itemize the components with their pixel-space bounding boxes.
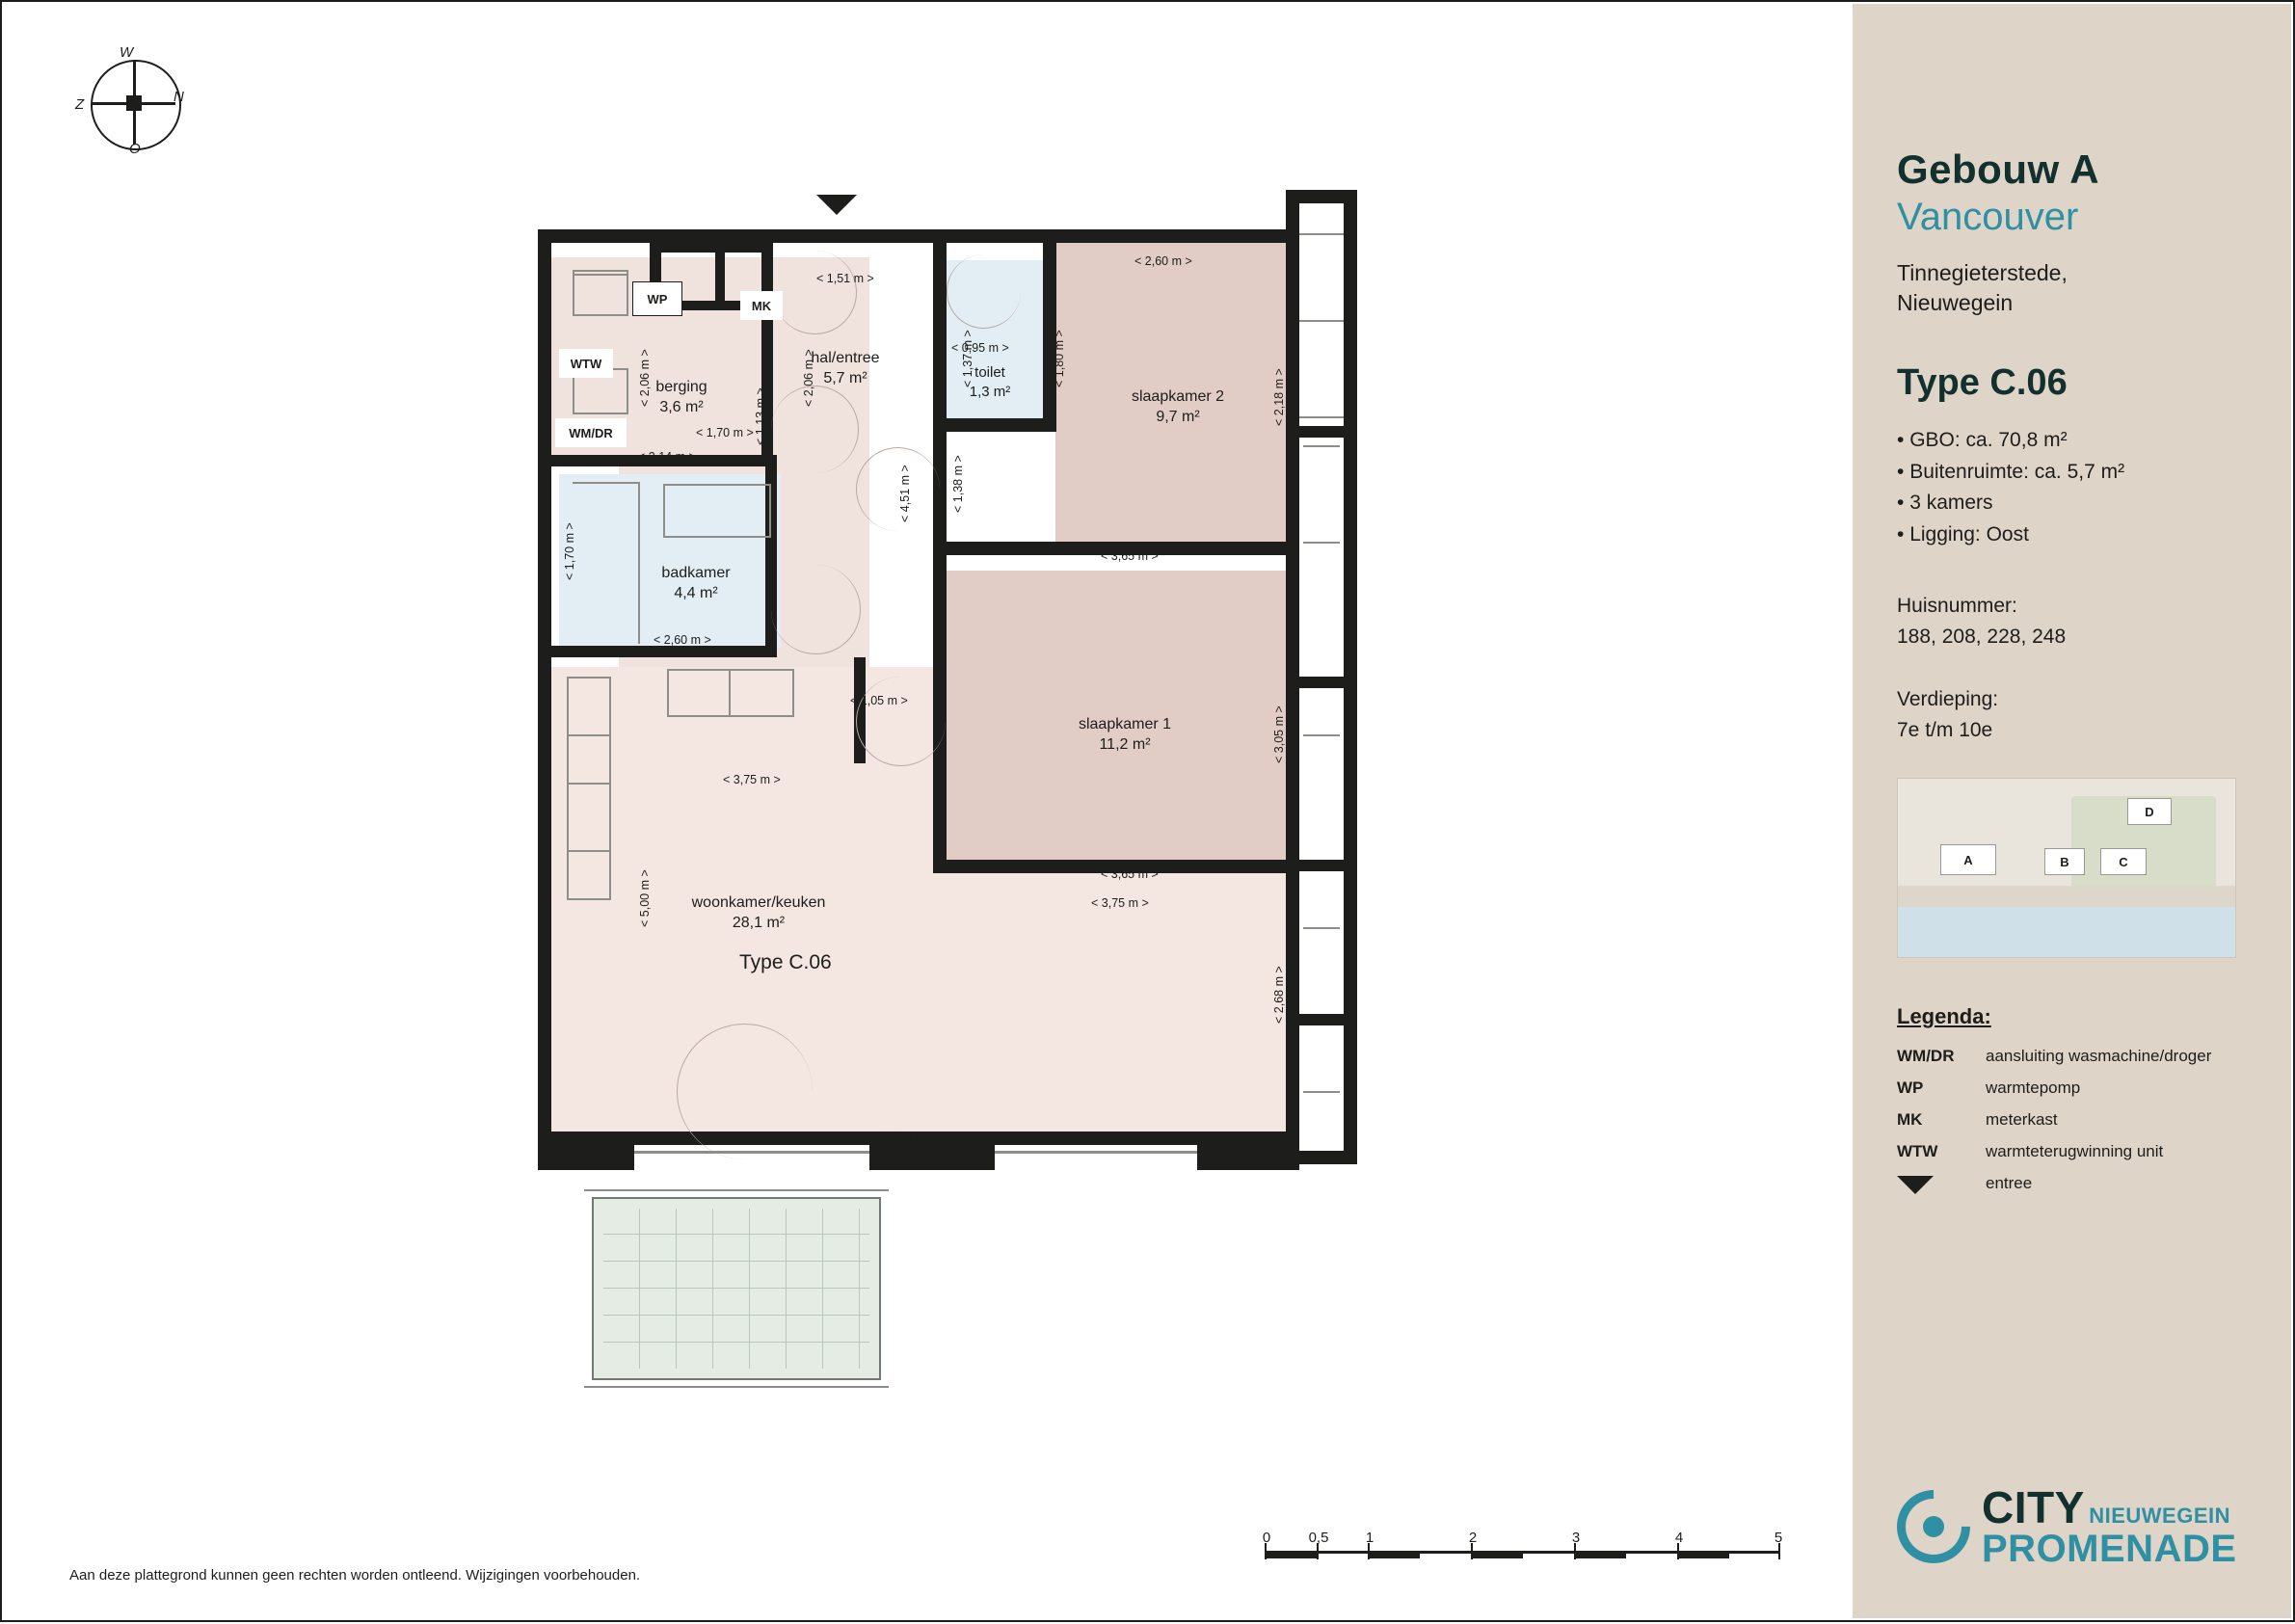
kitchen-line-5 [567,734,611,736]
address-line-1: Tinnegieterstede, [1897,260,2068,286]
facade-line-1 [1299,233,1344,235]
balcony-edge-top [584,1189,889,1191]
kitchen-line-4 [567,898,611,900]
door-arc-entree [773,251,857,334]
fact-buitenruimte: • Buitenruimte: ca. 5,7 m² [1897,457,2247,489]
scale-fill-4 [1574,1551,1626,1558]
legend-key-mk: MK [1897,1110,1923,1130]
logo-nieuwegein-text: NIEUWEGEIN [2089,1504,2231,1528]
legend-row-wp [1897,1078,2247,1098]
label-woonkamer-keuken-area: 28,1 m² [732,914,786,931]
verdieping-value: 7e t/m 10e [1897,718,1993,741]
door-arc-toilet [947,254,1021,329]
label-slaapkamer-1 [1014,715,1236,756]
dim-3-75-b: < 3,75 m > [1091,896,1149,910]
disclaimer-text: Aan deze plattegrond kunnen geen rechten worden ontleend. Wijzigingen voorbehouden. [69,1567,641,1584]
balcony-edge-bottom [584,1386,889,1388]
label-woonkamer-keuken-name: woonkamer/keuken [691,894,826,911]
fact-ligging: • Ligging: Oost [1897,519,2247,551]
huisnummer-value: 188, 208, 228, 248 [1897,625,2067,648]
scale-fill-1 [1265,1551,1317,1558]
label-slaapkamer-2-name: slaapkamer 2 [1131,388,1225,405]
situation-minimap [1897,778,2236,958]
tag-wp: WP [632,281,682,316]
logo-wordmark [1982,1482,2237,1570]
dim-1-70-a: < 1,70 m > [696,426,754,439]
dim-3-75-a: < 3,75 m > [723,773,781,786]
fixture-line-9 [573,274,628,276]
vanity-line-bottom [663,536,771,538]
facade-line-8 [1303,1091,1340,1093]
wall-toilet-bottom [933,418,1056,432]
facade-line-3 [1299,416,1344,418]
building-subtitle: Vancouver [1897,196,2079,239]
label-berging-area: 3,6 m² [659,398,704,415]
label-toilet-name: toilet [974,364,1005,381]
label-toilet-area: 1,3 m² [969,383,1011,400]
vanity-line-top [663,484,769,486]
dim-2-18: < 2,18 m > [1272,368,1286,426]
door-arc-badkamer [771,565,861,654]
balcony-tiling [603,1209,869,1369]
facade-mullion-2 [1299,677,1344,688]
scale-label-4: 4 [1674,1530,1684,1546]
entree-triangle-icon [1897,1176,1934,1194]
dim-1-05: < 1,05 m > [850,694,908,707]
wall-east-stub [1286,190,1299,243]
door-arc-terras [677,1024,813,1159]
legend-title: Legenda: [1897,1004,1991,1029]
wall-badkamer-bottom [538,646,777,657]
legend-key-entree [1897,1174,1986,1194]
dim-2-60-top: < 2,60 m > [1134,254,1192,268]
scale-label-2: 2 [1468,1530,1478,1546]
facade-line-7 [1303,927,1340,929]
minimap-block-d: D [2127,798,2172,825]
scale-fill-5 [1677,1551,1729,1558]
facade-mullion-1 [1299,426,1344,438]
south-glazing-2 [995,1151,1197,1154]
dim-4-51: < 4,51 m > [898,465,912,522]
label-woonkamer-keuken [638,893,879,934]
facade-mullion-3 [1299,860,1344,871]
compass-label-w: W [120,44,134,61]
facade-line-2 [1299,320,1344,322]
floorplan-drawing [2,2,1853,1624]
label-hal-entree-area: 5,7 m² [823,369,867,386]
label-badkamer-name: badkamer [661,565,731,581]
dim-1-37: < 1,37 m > [961,330,974,387]
kitchen-line-6 [567,783,611,785]
tag-mk: MK [740,291,783,320]
dim-5-00: < 5,00 m > [638,869,652,927]
fixture-line-3 [627,270,628,314]
label-berging-name: berging [655,379,707,395]
wall-toilet-left [933,229,947,432]
wall-facade-outer [1344,190,1357,1163]
tag-wtw: WTW [559,349,613,378]
facade-line-6 [1303,734,1340,736]
scale-bar [1262,1530,1783,1568]
minimap-block-b: B [2044,848,2085,875]
fixture-line-1 [573,270,628,272]
type-title: Type C.06 [1897,362,2068,404]
wall-techniek-top [650,243,765,253]
label-slaapkamer-1-name: slaapkamer 1 [1078,716,1172,732]
shower-divider [638,482,640,644]
legend-key-wmdr: WM/DR [1897,1047,1955,1066]
label-slaapkamer-2 [1067,387,1289,428]
info-sidebar [1853,4,2291,1618]
scale-label-5: 5 [1774,1530,1783,1546]
compass-label-o: O [129,141,141,157]
verdieping-label: Verdieping: [1897,688,1999,711]
label-slaapkamer-2-area: 9,7 m² [1156,408,1200,425]
scale-label-0: 0 [1262,1530,1271,1546]
dim-1-51: < 1,51 m > [816,272,874,285]
wall-east [1286,229,1299,1145]
room-fill-badkamer [559,474,781,648]
logo-dot-icon [1923,1516,1944,1537]
wall-top-left [538,229,943,243]
logo-circle-icon [1881,1475,1985,1578]
label-slaapkamer-1-area: 11,2 m² [1099,735,1151,753]
dim-7-50: < 7,50 m > [865,1130,922,1143]
dim-2-60-b: < 2,60 m > [654,633,711,647]
plan-type-label: Type C.06 [739,951,832,973]
fixture-line-2 [573,270,574,314]
counter-line-3 [792,669,794,715]
kitchen-line-7 [567,850,611,852]
door-arc-slaapkamer1 [856,677,946,766]
label-hal-entree [763,349,927,389]
scale-label-05: 0,5 [1308,1530,1329,1546]
label-hal-entree-name: hal/entree [811,350,880,366]
logo-promenade-text: PROMENADE [1982,1528,2237,1570]
counter-line-2 [667,669,669,715]
dim-3-65-b: < 3,65 m > [1101,867,1159,881]
scale-fill-2 [1368,1551,1420,1558]
legend-desc-mk: meterkast [1986,1110,2058,1130]
label-badkamer [609,564,783,604]
address-block [1897,258,2247,318]
legend-row-mk [1897,1110,2247,1130]
counter-line-5 [729,669,731,715]
wall-top-right [933,229,1299,243]
dim-2-68: < 2,68 m > [1272,966,1286,1024]
compass-rose [71,40,197,166]
legend-row-wtw [1897,1142,2247,1161]
legend-desc-entree: entree [1986,1174,2033,1193]
vanity-line-right [769,484,771,536]
scale-label-1: 1 [1365,1530,1374,1546]
dim-1-13: < 1,13 m > [754,387,767,445]
dim-2-06-b: < 2,06 m > [802,349,815,407]
compass-center [126,95,142,111]
compass-label-z: Z [75,96,85,113]
building-title: Gebouw A [1897,146,2100,192]
facade-line-4 [1303,445,1340,447]
legend-key-wp: WP [1897,1078,1924,1098]
entree-marker-icon [816,195,857,215]
legend-desc-wp: warmtepomp [1986,1078,2081,1098]
fact-kamers: • 3 kamers [1897,488,2247,519]
facade-mullion-4 [1299,1014,1344,1025]
fact-gbo: • GBO: ca. 70,8 m² [1897,425,2247,457]
legend-key-wtw: WTW [1897,1142,1938,1161]
facts-list [1897,425,2247,550]
minimap-block-a: A [1940,844,1996,875]
huisnummer-label: Huisnummer: [1897,595,2017,618]
legend-desc-wtw: warmteterugwinning unit [1986,1142,2164,1161]
minimap-water [1898,907,2235,957]
legend-row-entree [1897,1174,2247,1194]
scale-label-3: 3 [1571,1530,1581,1546]
wall-west [538,229,551,1145]
dim-1-38: < 1,38 m > [951,455,965,513]
shower-top [573,482,640,484]
facade-line-5 [1303,542,1340,544]
legend-row-wmdr [1897,1047,2247,1066]
kitchen-line-2 [567,677,569,898]
wall-se-return [1299,1151,1357,1164]
room-fill-living-east [942,869,1298,1139]
compass-label-n: N [173,89,184,105]
fixture-line-4 [573,314,628,316]
dim-2-06-a: < 2,06 m > [638,349,652,407]
scale-fill-3 [1471,1551,1523,1558]
legend-desc-wmdr: aansluiting wasmachine/droger [1986,1047,2212,1066]
dim-0-95: < 0,95 m > [951,341,1009,355]
counter-line-4 [667,715,794,717]
kitchen-line-3 [609,677,611,898]
dim-2-14: < 2,14 m > [638,450,696,464]
tag-wm-dr: WM/DR [555,418,627,447]
city-promenade-logo [1897,1482,2237,1570]
minimap-road [1898,886,2235,907]
address-line-2: Nieuwegein [1897,290,2014,316]
dim-1-70-b: < 1,70 m > [563,522,576,580]
wall-south-pier-1 [538,1145,634,1170]
dim-3-05: < 3,05 m > [1272,706,1286,763]
label-toilet [927,363,1053,401]
wall-south-pier-3 [1197,1145,1299,1170]
vanity-line-left [663,484,665,536]
label-berging [600,378,763,418]
dim-3-65-a: < 3,65 m > [1101,549,1159,563]
label-badkamer-area: 4,4 m² [674,584,718,601]
dim-1-80: < 1,80 m > [1053,330,1066,387]
balcony-outline [592,1197,881,1380]
logo-city-text: CITY [1982,1482,2085,1532]
wall-south-pier-2 [869,1145,995,1170]
kitchen-line-1 [567,677,609,679]
minimap-block-c: C [2100,848,2147,875]
